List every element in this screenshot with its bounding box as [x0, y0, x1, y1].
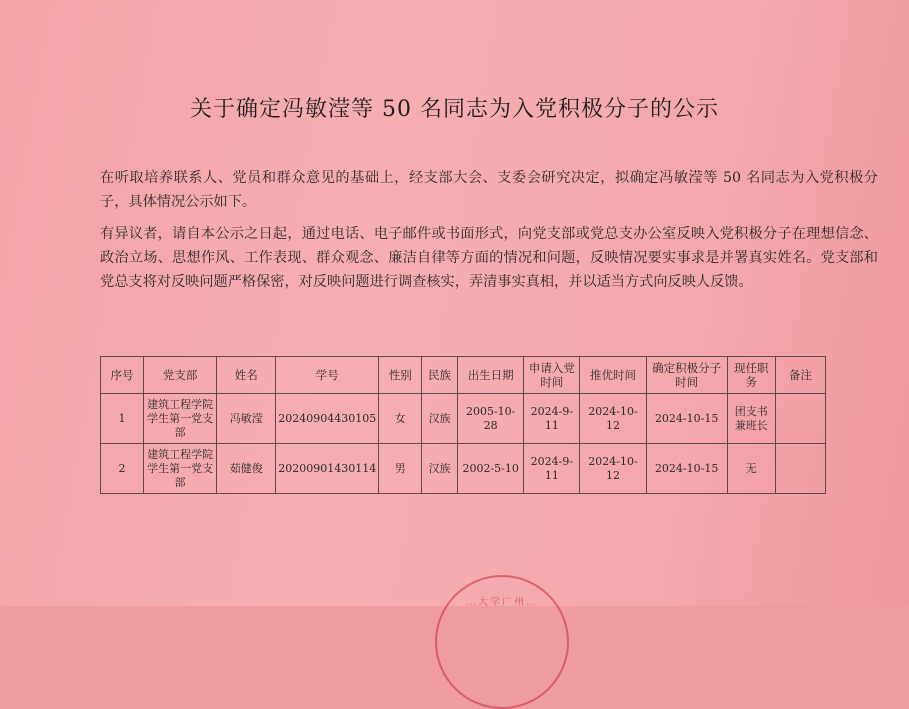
header-confirm-time: 确定积极分子时间 — [646, 357, 727, 394]
header-remarks: 备注 — [775, 357, 825, 394]
cell-name: 冯敏滢 — [217, 394, 276, 444]
header-apply-time: 申请入党时间 — [524, 357, 580, 394]
header-recommend-time: 推优时间 — [580, 357, 647, 394]
cell-remarks — [775, 394, 825, 444]
cell-seq: 1 — [101, 394, 144, 444]
notice-paragraph-1: 在听取培养联系人、党员和群众意见的基础上，经支部大会、支委会研究决定，拟确定冯敏滢等 50 名同志为入党积极分子，具体情况公示如下。 — [100, 170, 878, 210]
header-student-id: 学号 — [276, 357, 379, 394]
header-name: 姓名 — [217, 357, 276, 394]
header-seq: 序号 — [101, 357, 144, 394]
cell-birth-date: 2005-10-28 — [457, 394, 524, 444]
table-header-row — [101, 357, 826, 394]
table-row — [101, 394, 826, 444]
cell-seq: 2 — [101, 444, 144, 494]
header-birth-date: 出生日期 — [457, 357, 524, 394]
seal-text: …大学广州… — [466, 597, 538, 608]
cell-gender: 男 — [379, 444, 422, 494]
cell-recommend-time: 2024-10-12 — [580, 444, 647, 494]
header-ethnicity: 民族 — [422, 357, 458, 394]
header-position: 现任职务 — [727, 357, 775, 394]
header-gender: 性别 — [379, 357, 422, 394]
cell-branch: 建筑工程学院学生第一党支部 — [143, 444, 216, 494]
cell-ethnicity: 汉族 — [422, 394, 458, 444]
cell-branch: 建筑工程学院学生第一党支部 — [143, 394, 216, 444]
cell-apply-time: 2024-9-11 — [524, 394, 580, 444]
official-seal — [435, 575, 569, 709]
cell-student-id: 20240904430105 — [276, 394, 379, 444]
header-branch: 党支部 — [143, 357, 216, 394]
activist-table — [100, 356, 826, 494]
page-title: 关于确定冯敏滢等 50 名同志为入党积极分子的公示 — [190, 97, 719, 122]
cell-student-id: 20200901430114 — [276, 444, 379, 494]
cell-remarks — [775, 444, 825, 494]
cell-confirm-time: 2024-10-15 — [646, 444, 727, 494]
cell-gender: 女 — [379, 394, 422, 444]
cell-confirm-time: 2024-10-15 — [646, 394, 727, 444]
cell-apply-time: 2024-9-11 — [524, 444, 580, 494]
table-row — [101, 444, 826, 494]
cell-ethnicity: 汉族 — [422, 444, 458, 494]
cell-recommend-time: 2024-10-12 — [580, 394, 647, 444]
cell-position: 无 — [727, 444, 775, 494]
notice-paragraph-2: 有异议者，请自本公示之日起，通过电话、电子邮件或书面形式，向党支部或党总支办公室反映入党积极分子在理想信念、政治立场、思想作风、工作表现、群众观念、廉洁自律等方面的情况和问题，反映情况要实事求是并署真实姓名。党支部和党总支将对反映问题严格保密，对反映问题进行调查核实，弄清事实真相，并以适当方式向反映人反馈。 — [100, 226, 878, 290]
cell-birth-date: 2002-5-10 — [457, 444, 524, 494]
cell-position: 团支书兼班长 — [727, 394, 775, 444]
cell-name: 茹健俊 — [217, 444, 276, 494]
